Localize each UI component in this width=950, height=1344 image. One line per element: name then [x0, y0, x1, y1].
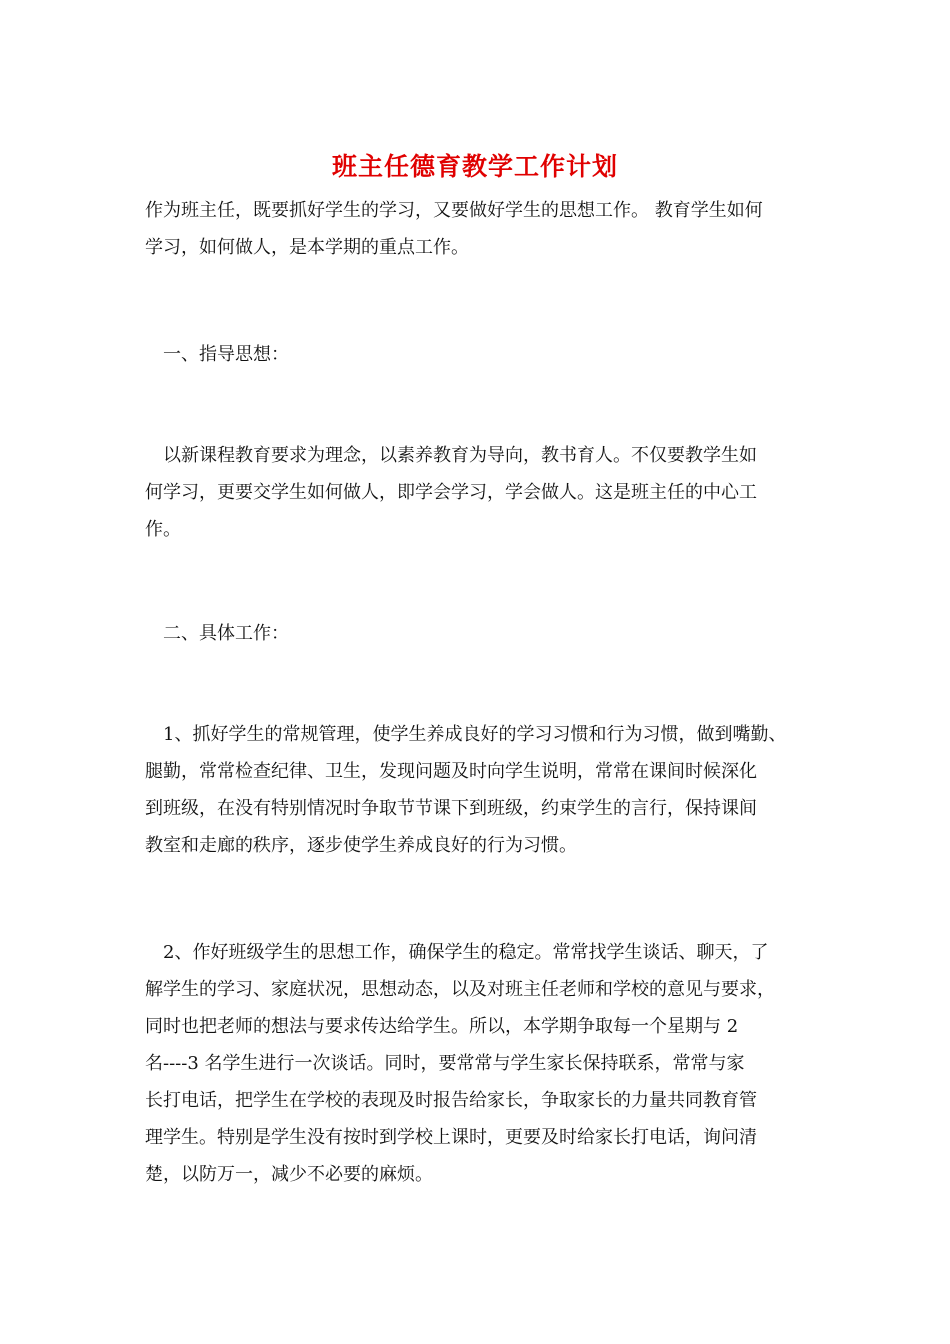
document-title: 班主任德育教学工作计划 — [331, 152, 618, 181]
section-heading-text: 一、指导思想： — [163, 344, 289, 365]
section-heading-guiding-thought — [163, 336, 853, 373]
section-heading-text: 二、具体工作： — [163, 623, 289, 644]
intro-paragraph — [145, 192, 835, 266]
work-item-2-line: 长打电话，把学生在学校的表现及时报告给家长，争取家长的力量共同教育管 — [145, 1090, 757, 1111]
work-item-2-line: 解学生的学习、家庭状况，思想动态，以及对班主任老师和学校的意见与要求， — [145, 979, 775, 1000]
work-item-2-line: 名----3 名学生进行一次谈话。同时，要常常与学生家长保持联系，常常与家 — [145, 1053, 745, 1074]
guiding-thought-paragraph — [145, 437, 835, 548]
guiding-thought-line: 何学习，更要交学生如何做人，即学会学习，学会做人。这是班主任的中心工 — [145, 482, 757, 503]
work-item-2-line: 楚，以防万一，减少不必要的麻烦。 — [145, 1164, 433, 1185]
work-item-2-line: 2、作好班级学生的思想工作，确保学生的稳定。常常找学生谈话、聊天，了 — [163, 942, 769, 963]
work-item-1-paragraph — [145, 716, 835, 864]
work-item-1-line: 1、抓好学生的常规管理，使学生养成良好的学习习惯和行为习惯，做到嘴勤、 — [163, 724, 787, 745]
work-item-2-line: 理学生。特别是学生没有按时到学校上课时，更要及时给家长打电话，询问清 — [145, 1127, 757, 1148]
work-item-2-paragraph — [145, 934, 835, 1193]
work-item-1-line: 到班级，在没有特别情况时争取节节课下到班级，约束学生的言行，保持课间 — [145, 798, 757, 819]
guiding-thought-line: 以新课程教育要求为理念，以素养教育为导向，教书育人。不仅要教学生如 — [163, 445, 757, 466]
guiding-thought-line: 作。 — [145, 519, 181, 540]
work-item-1-line: 教室和走廊的秩序，逐步使学生养成良好的行为习惯。 — [145, 835, 577, 856]
intro-line: 作为班主任，既要抓好学生的学习，又要做好学生的思想工作。 教育学生如何 — [145, 200, 763, 221]
section-heading-specific-work — [163, 615, 853, 652]
work-item-1-line: 腿勤，常常检查纪律、卫生，发现问题及时向学生说明，常常在课间时候深化 — [145, 761, 757, 782]
work-item-2-line: 同时也把老师的想法与要求传达给学生。所以，本学期争取每一个星期与 2 — [145, 1016, 739, 1037]
intro-line: 学习，如何做人，是本学期的重点工作。 — [145, 237, 469, 258]
